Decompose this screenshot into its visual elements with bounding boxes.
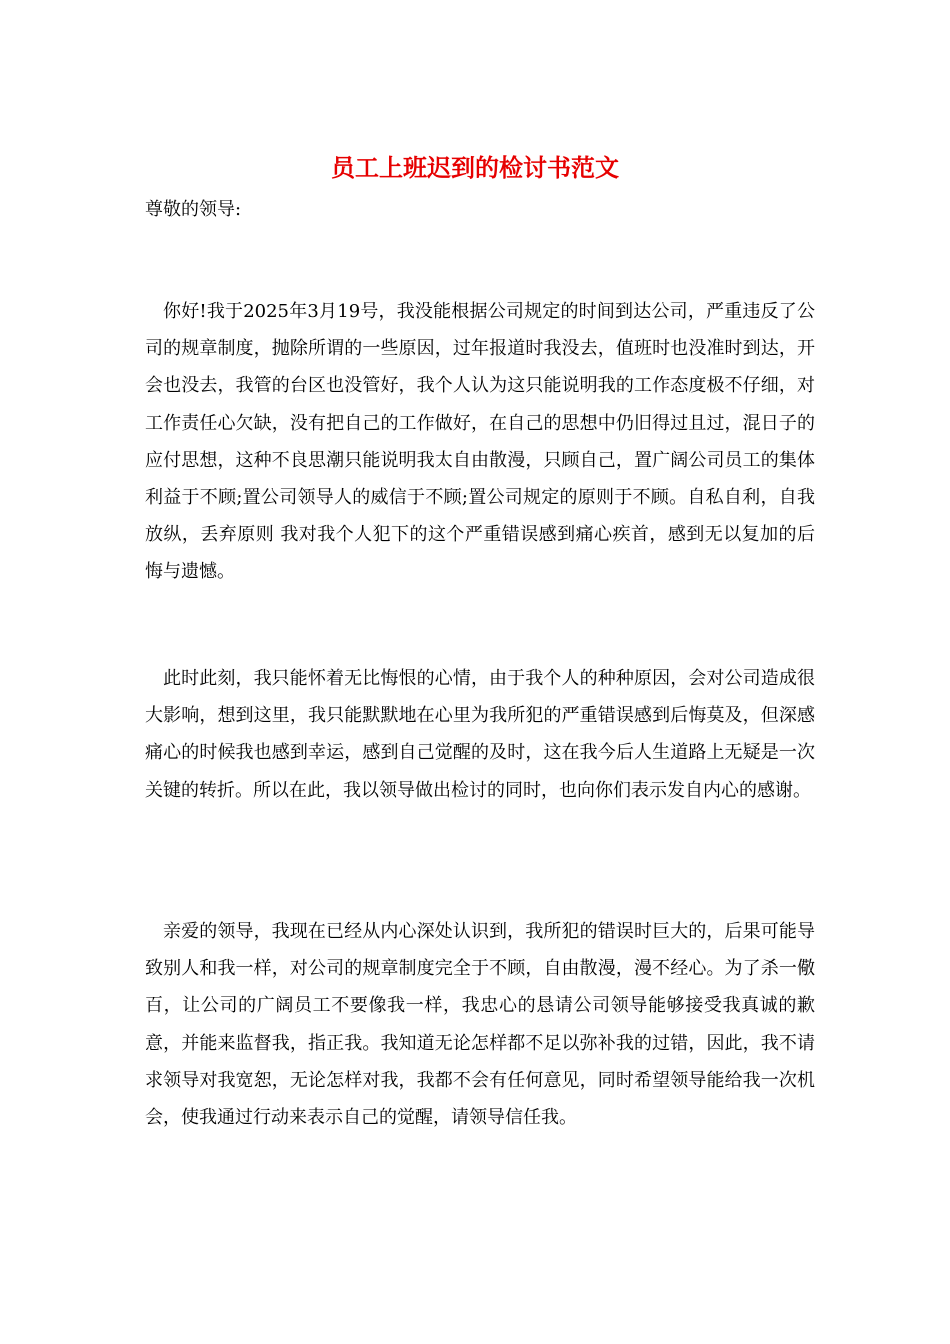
paragraph-3: 亲爱的领导，我现在已经从内心深处认识到，我所犯的错误时巨大的，后果可能导致别人和我一样，对公司的规章制度完全于不顾，自由散漫，漫不经心。为了杀一儆百，让公司的广阔员工不要像我一样，我忠心的恳请公司领导能够接受我真诚的歉意，并能来监督我，指正我。我知道无论怎样都不足以弥补我的过错，因此，我不请求领导对我宽恕，无论怎样对我，我都不会有任何意见，同时希望领导能给我一次机会，使我通过行动来表示自己的觉醒，请领导信任我。 [145,921,815,1129]
paragraph-2: 此时此刻，我只能怀着无比悔恨的心情，由于我个人的种种原因，会对公司造成很大影响，想到这里，我只能默默地在心里为我所犯的严重错误感到后悔莫及，但深感痛心的时候我也感到幸运，感到自己觉醒的及时，这在我今后人生道路上无疑是一次关键的转折。所以在此，我以领导做出检讨的同时，也向你们表示发自内心的感谢。 [145,668,815,801]
paragraph-1: 你好!我于2025年3月19号，我没能根据公司规定的时间到达公司，严重违反了公司的规章制度，抛除所谓的一些原因，过年报道时我没去，值班时也没准时到达，开会也没去，我管的台区也没管好，我个人认为这只能说明我的工作态度极不仔细，对工作责任心欠缺，没有把自己的工作做好，在自己的思想中仍旧得过且过，混日子的应付思想，这种不良思潮只能说明我太自由散漫，只顾自己，置广阔公司员工的集体利益于不顾;置公司领导人的威信于不顾;置公司规定的原则于不顾。自私自利，自我放纵，丢弃原则 我对我个人犯下的这个严重错误感到痛心疾首，感到无以复加的后悔与遗憾。 [145,301,815,583]
salutation: 尊敬的领导: [145,199,242,220]
document-title: 员工上班迟到的检讨书范文 [331,153,619,182]
